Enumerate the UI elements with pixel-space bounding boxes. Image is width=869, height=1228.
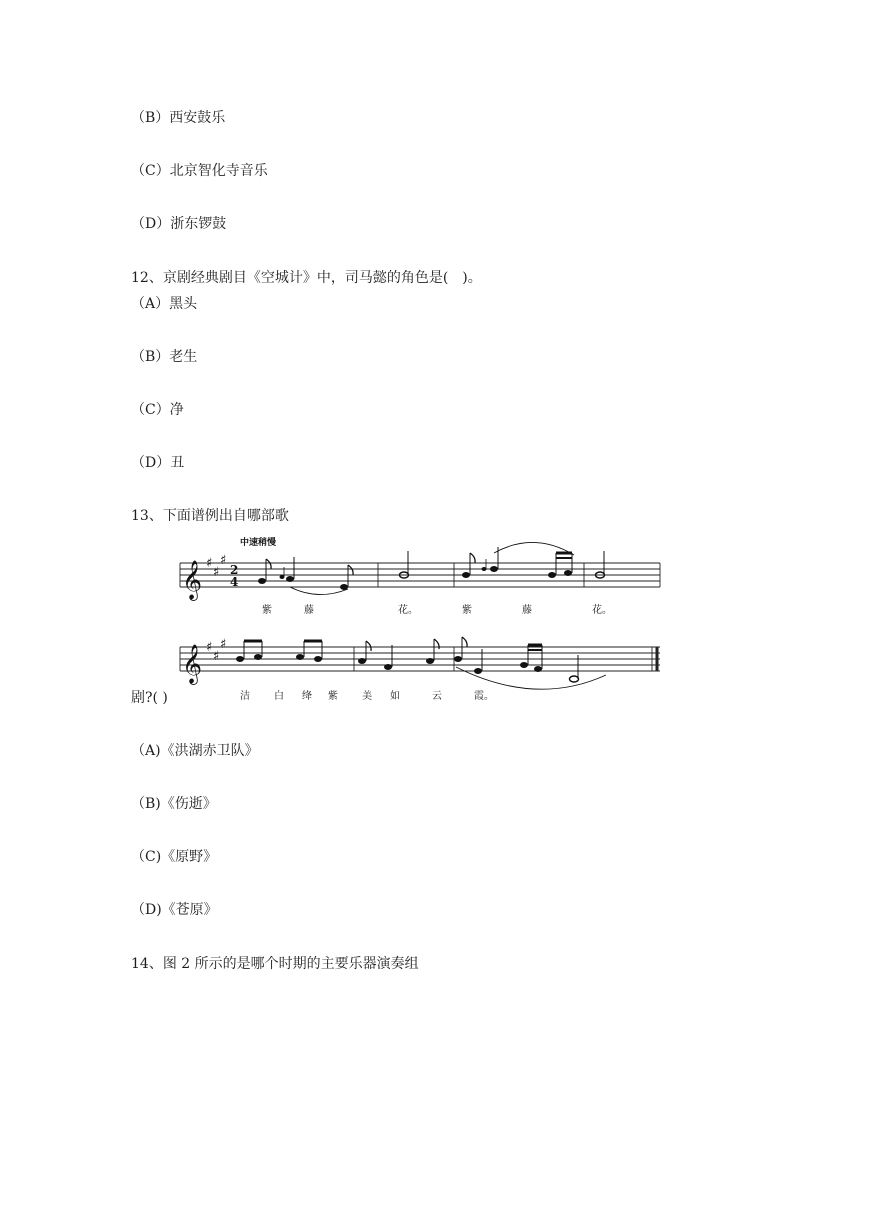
svg-text:藤: 藤: [304, 605, 314, 616]
score-tempo-marking: 中速稍慢: [240, 538, 277, 548]
svg-text:♯: ♯: [206, 640, 213, 655]
svg-text:紫: 紫: [328, 691, 338, 702]
svg-text:♯: ♯: [220, 553, 227, 568]
svg-text:♯: ♯: [220, 637, 227, 652]
key-signature-sharps: [206, 637, 226, 664]
svg-text:绛: 绛: [302, 691, 312, 702]
q12-option-b: （B）老生: [131, 349, 198, 365]
svg-text:花。: 花。: [398, 605, 418, 616]
q12-option-d: （D）丑: [131, 455, 185, 471]
svg-text:藤: 藤: [522, 605, 532, 616]
svg-text:♯: ♯: [206, 556, 213, 571]
svg-text:♯: ♯: [213, 649, 220, 664]
q11-option-c: （C）北京智化寺音乐: [131, 163, 268, 179]
staff-1: [180, 563, 660, 587]
treble-clef-icon: 𝄞: [182, 644, 203, 684]
lyrics-line-1: [262, 603, 612, 616]
q12-option-a: （A）黑头: [131, 296, 198, 312]
q13-stem: 13、下面谱例出自哪部歌: [131, 508, 289, 524]
svg-text:如: 如: [390, 691, 400, 702]
treble-clef-icon: 𝄞: [182, 560, 203, 600]
q13-option-b: （B)《伤逝》: [131, 796, 217, 812]
staff-2: [180, 647, 660, 671]
q12-option-c: （C）净: [131, 402, 184, 418]
svg-text:紫: 紫: [462, 605, 472, 616]
svg-text:云: 云: [432, 691, 442, 702]
q13-option-c: （C)《原野》: [131, 849, 218, 865]
q11-option-b: （B）西安鼓乐: [131, 110, 226, 126]
q13-stem-tail: 剧?( ): [131, 690, 168, 706]
svg-text:4: 4: [230, 575, 239, 589]
q12-stem: 12、京剧经典剧目《空城计》中，司马懿的角色是( )。: [131, 270, 482, 286]
svg-text:霞。: 霞。: [474, 691, 494, 702]
q11-option-d: （D）浙东锣鼓: [131, 216, 227, 232]
svg-text:洁: 洁: [240, 691, 250, 702]
svg-text:美: 美: [362, 691, 372, 702]
key-signature-sharps: [206, 553, 226, 580]
q14-stem: 14、图 2 所示的是哪个时期的主要乐器演奏组: [131, 956, 419, 972]
svg-text:白: 白: [274, 691, 284, 702]
svg-text:♯: ♯: [213, 565, 220, 580]
music-score-image: [178, 533, 662, 705]
q13-option-d: （D)《苍原》: [131, 902, 218, 918]
time-signature: [230, 563, 238, 589]
svg-text:花。: 花。: [592, 605, 612, 616]
svg-text:2: 2: [230, 563, 239, 577]
lyrics-line-2: [240, 689, 494, 702]
notes-line-2: [236, 637, 606, 689]
svg-text:紫: 紫: [262, 605, 272, 616]
q13-option-a: （A)《洪湖赤卫队》: [131, 743, 259, 759]
